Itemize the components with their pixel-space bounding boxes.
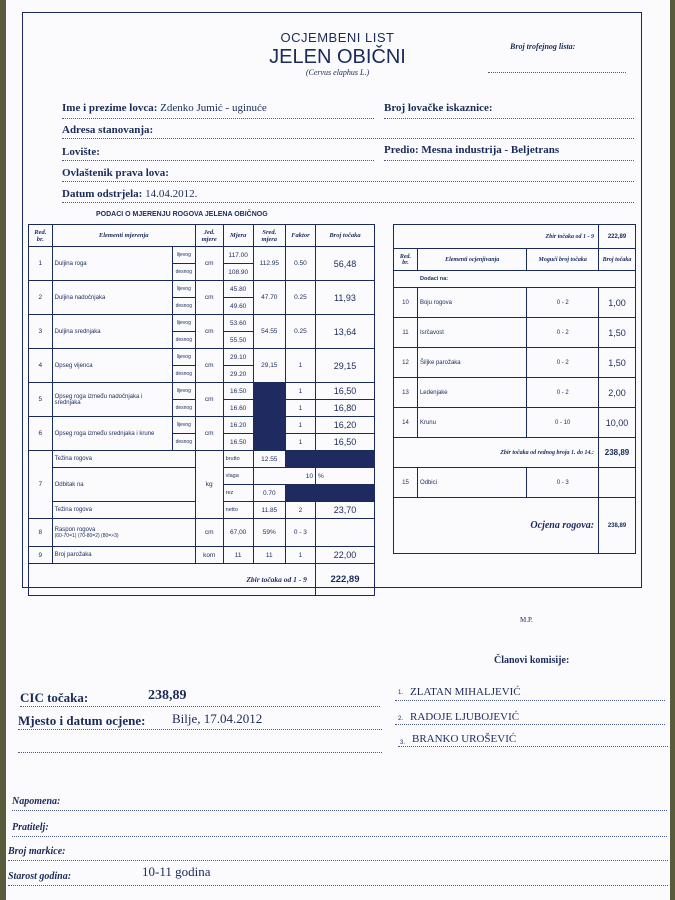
row-name: Šiljke parožaka — [417, 348, 526, 378]
commission-label: Članovi komisije: — [494, 655, 570, 666]
table-row — [29, 315, 375, 332]
sub-right: desnog — [172, 298, 195, 315]
points: 29,15 — [315, 349, 374, 383]
table-row — [394, 408, 636, 438]
table-row — [29, 247, 375, 264]
row-range: 0 - 3 — [527, 468, 599, 498]
shaded-cell — [285, 485, 374, 502]
member-line-3 — [398, 746, 668, 747]
measure-right: 55.50 — [223, 332, 253, 349]
deduction-name: Odbitak na — [52, 468, 195, 502]
tines-value: 11 — [223, 547, 253, 564]
eval-table — [393, 224, 636, 554]
factor: 1 — [285, 547, 315, 564]
eval-top-value: 222,89 — [599, 225, 636, 249]
mark-label: Broj markice: — [8, 846, 66, 857]
member-1: ZLATAN MIHALJEVIĆ — [410, 686, 521, 698]
factor: 1 — [285, 383, 315, 400]
sub-left: lijevog — [172, 281, 195, 298]
title-small: OCJEMBENI LIST — [280, 30, 395, 45]
hdr-points: Broj točaka — [315, 225, 374, 247]
row-points: 1,50 — [599, 348, 636, 378]
notes-line — [12, 810, 667, 811]
row-name: Opseg roga između nadočnjaka i srednjaka — [52, 383, 172, 417]
license-label: Broj lovačke iskaznice: — [384, 102, 493, 114]
factor: 0.25 — [285, 315, 315, 349]
authorized-label: Ovlaštenik prava lova: — [62, 167, 169, 179]
hdr-no: Red. br. — [394, 249, 418, 271]
measure-right: 108.90 — [223, 264, 253, 281]
row-range: 0 - 10 — [527, 408, 599, 438]
hdr-unit: Jed. mjere — [195, 225, 223, 247]
row-no: 7 — [29, 451, 53, 519]
address-label: Adresa stanovanja: — [62, 124, 154, 136]
netto-value: 11.85 — [253, 502, 285, 519]
cic-value: 238,89 — [148, 688, 187, 703]
avg: 29,15 — [253, 349, 285, 383]
span-value: 67,00 — [223, 519, 253, 547]
row-no: 14 — [394, 408, 418, 438]
unit: cm — [195, 315, 223, 349]
rez-value: 0.70 — [253, 485, 285, 502]
table-row — [29, 383, 375, 400]
title-big: JELEN OBIČNI — [269, 46, 406, 68]
points: 16,20 — [315, 417, 374, 434]
hdr-possible: Mogući broj točaka — [527, 249, 599, 271]
sub-right: desnog — [172, 264, 195, 281]
seal-mark: M.P. — [520, 616, 533, 624]
points: 16,50 — [315, 434, 374, 451]
row-name: Duljina roga — [52, 247, 172, 281]
row-no: 13 — [394, 378, 418, 408]
member-no-3: 3. — [400, 740, 406, 746]
cic-label: CIC točaka: — [20, 690, 89, 705]
date-value: 14.04.2012. — [145, 188, 198, 200]
row-name: Isrčavost — [417, 318, 526, 348]
row-no: 3 — [29, 315, 53, 349]
tines-name: Broj parožaka — [52, 547, 195, 564]
row-range: 0 - 2 — [527, 288, 599, 318]
region-value: Mesna industrija - Beljetrans — [421, 144, 560, 156]
shaded-cell — [253, 417, 285, 451]
points — [315, 519, 374, 547]
row-no: 15 — [394, 468, 418, 498]
hunter-line — [62, 118, 374, 119]
hdr-avg: Sred. mjera — [253, 225, 285, 247]
sum14-label: Zbir točaka od rednog broja 1. do 14.: — [394, 438, 599, 468]
table-row — [394, 318, 636, 348]
member-3: BRANKO UROŠEVIĆ — [412, 733, 517, 745]
row-no: 12 — [394, 348, 418, 378]
date-line — [62, 202, 634, 203]
measure-left: 16.20 — [223, 417, 253, 434]
points: 11,93 — [315, 281, 374, 315]
measure-left: 45.80 — [223, 281, 253, 298]
date-label: Datum odstrjela: 14.04.2012. — [62, 188, 198, 200]
sub-left: lijevog — [172, 247, 195, 264]
row-points: 10,00 — [599, 408, 636, 438]
row-name: Opseg vijenca — [52, 349, 172, 383]
member-line-1 — [395, 700, 665, 701]
table-row — [29, 417, 375, 434]
table-row — [394, 288, 636, 318]
place-line — [18, 729, 382, 730]
row-no: 2 — [29, 281, 53, 315]
sub-right: desnog — [172, 366, 195, 383]
member-line-2 — [395, 724, 665, 725]
blank-line — [18, 752, 382, 753]
row-no: 9 — [29, 547, 53, 564]
hunter-value: Zdenko Jumić - uginuće — [160, 102, 267, 114]
measure-right: 16.50 — [223, 434, 253, 451]
measure-table-title: PODACI O MJERENJU ROGOVA JELENA OBIČNOG — [96, 211, 268, 218]
age-value: 10-11 godina — [142, 864, 211, 879]
row-range: 0 - 2 — [527, 378, 599, 408]
table-row-weight — [29, 451, 375, 468]
grade-value: 238,89 — [599, 498, 636, 554]
hdr-points: Broj točaka — [599, 249, 636, 271]
cic-line — [20, 706, 380, 707]
mark-line — [8, 860, 668, 861]
vlaga-value: 10 — [253, 468, 315, 485]
sub-left: lijevog — [172, 417, 195, 434]
factor: 1 — [285, 434, 315, 451]
hdr-elements: Elementi ocjenjivanja — [417, 249, 526, 271]
table-row-span — [29, 519, 375, 547]
row-name: Odbici — [417, 468, 526, 498]
row-name: Opseg roga između srednjaka i krune — [52, 417, 172, 451]
weight-name-net: Težina rogova — [52, 502, 195, 519]
region-label: Predio: Mesna industrija - Beljetrans — [384, 144, 560, 156]
hdr-no: Red. br. — [29, 225, 53, 247]
shaded-cell — [285, 451, 374, 468]
factor: 0.25 — [285, 281, 315, 315]
place-value: Bilje, 17.04.2012 — [172, 711, 263, 726]
sum-value: 222,89 — [315, 564, 374, 596]
points: 16,80 — [315, 400, 374, 417]
companion-label: Pratitelj: — [12, 822, 49, 833]
sub-left: lijevog — [172, 315, 195, 332]
measure-right: 29.20 — [223, 366, 253, 383]
row-no: 1 — [29, 247, 53, 281]
sub-left: lijevog — [172, 349, 195, 366]
shaded-cell — [253, 383, 285, 417]
avg: 54.55 — [253, 315, 285, 349]
row-no: 4 — [29, 349, 53, 383]
hdr-elements: Elementi mjerenja — [52, 225, 195, 247]
unit: kg — [195, 451, 223, 519]
eval-top-label: Zbir točaka od 1 - 9 — [394, 225, 599, 249]
factor: 1 — [285, 417, 315, 434]
unit: kom — [195, 547, 223, 564]
trophy-list-label: Broj trofejnog lista: — [510, 42, 576, 51]
points: 56,48 — [315, 247, 374, 281]
row-name: Duljina srednjaka — [52, 315, 172, 349]
trophy-list-line — [488, 72, 626, 73]
sub-left: lijevog — [172, 383, 195, 400]
member-no-2: 2. — [398, 716, 404, 722]
hdr-measure: Mjera — [223, 225, 253, 247]
unit: cm — [195, 417, 223, 451]
span-note: (60-70=1) (70-80=2) (80=>3) — [54, 532, 119, 539]
vlaga-label: vlaga — [223, 468, 253, 485]
row-points — [599, 468, 636, 498]
table-row — [394, 378, 636, 408]
hunting-ground-line — [62, 160, 374, 161]
companion-line — [12, 836, 667, 837]
hunting-ground-label: Lovište: — [62, 146, 100, 158]
points: 13,64 — [315, 315, 374, 349]
sub-right: desnog — [172, 400, 195, 417]
place-label: Mjesto i datum ocjene: — [18, 713, 146, 728]
table-row — [29, 349, 375, 366]
factor: 1 — [285, 400, 315, 417]
factor: 0 - 3 — [285, 519, 315, 547]
brutto-value: 12.55 — [253, 451, 285, 468]
span-label: Raspon rogova — [54, 526, 96, 533]
age-line — [8, 885, 668, 886]
unit: cm — [195, 519, 223, 547]
span-name — [52, 519, 195, 547]
row-no: 8 — [29, 519, 53, 547]
unit: cm — [195, 247, 223, 281]
authorized-line — [62, 181, 634, 182]
row-no: 5 — [29, 383, 53, 417]
row-points: 1,00 — [599, 288, 636, 318]
sum-label: Zbir točaka od 1 - 9 — [29, 564, 316, 596]
measure-left: 16.50 — [223, 383, 253, 400]
license-line — [384, 118, 634, 119]
factor: 0.50 — [285, 247, 315, 281]
row-no: 6 — [29, 417, 53, 451]
unit: cm — [195, 383, 223, 417]
points: 23,70 — [315, 502, 374, 519]
latin-name: (Cervus elaphus L.) — [305, 68, 370, 77]
avg: 112.95 — [253, 247, 285, 281]
row-no: 10 — [394, 288, 418, 318]
table-row — [394, 348, 636, 378]
table-row-sum — [29, 564, 375, 596]
row-range: 0 - 2 — [527, 318, 599, 348]
measure-right: 49.60 — [223, 298, 253, 315]
weight-name: Težina rogova — [52, 451, 195, 468]
measure-left: 53.60 — [223, 315, 253, 332]
unit: cm — [195, 349, 223, 383]
row-name: Duljina nadočnjaka — [52, 281, 172, 315]
percent-sign: % — [315, 468, 374, 485]
measure-table — [28, 224, 375, 596]
bonus-label: Dodaci na: — [394, 271, 636, 288]
avg: 47.70 — [253, 281, 285, 315]
points: 22,00 — [315, 547, 374, 564]
age-label: Starost godina: — [8, 871, 72, 882]
netto-label: netto — [223, 502, 253, 519]
region-line — [384, 160, 634, 161]
row-name: Boju rogova — [417, 288, 526, 318]
unit: cm — [195, 281, 223, 315]
tines-avg: 11 — [253, 547, 285, 564]
factor: 2 — [285, 502, 315, 519]
sub-right: desnog — [172, 434, 195, 451]
sub-right: desnog — [172, 332, 195, 349]
measure-left: 117.00 — [223, 247, 253, 264]
span-percent: 59% — [253, 519, 285, 547]
row-points: 2,00 — [599, 378, 636, 408]
points: 16,50 — [315, 383, 374, 400]
table-row-tines — [29, 547, 375, 564]
row-name: Ledenjake — [417, 378, 526, 408]
brutto-label: brutto — [223, 451, 253, 468]
hdr-factor: Faktor — [285, 225, 315, 247]
hunter-label: Ime i prezime lovca: Zdenko Jumić - uginuće — [62, 102, 267, 114]
member-no-1: 1. — [398, 690, 404, 696]
factor: 1 — [285, 349, 315, 383]
table-row — [394, 468, 636, 498]
notes-label: Napomena: — [12, 796, 61, 807]
row-name: Krunu — [417, 408, 526, 438]
grade-label: Ocjena rogova: — [394, 498, 599, 554]
row-range: 0 - 2 — [527, 348, 599, 378]
rez-label: rez — [223, 485, 253, 502]
member-2: RADOJE LJUBOJEVIĆ — [410, 711, 520, 723]
measure-left: 29.10 — [223, 349, 253, 366]
row-points: 1,50 — [599, 318, 636, 348]
table-row — [29, 281, 375, 298]
measure-right: 16.60 — [223, 400, 253, 417]
sum14-value: 238,89 — [599, 438, 636, 468]
row-no: 11 — [394, 318, 418, 348]
address-line — [62, 138, 634, 139]
